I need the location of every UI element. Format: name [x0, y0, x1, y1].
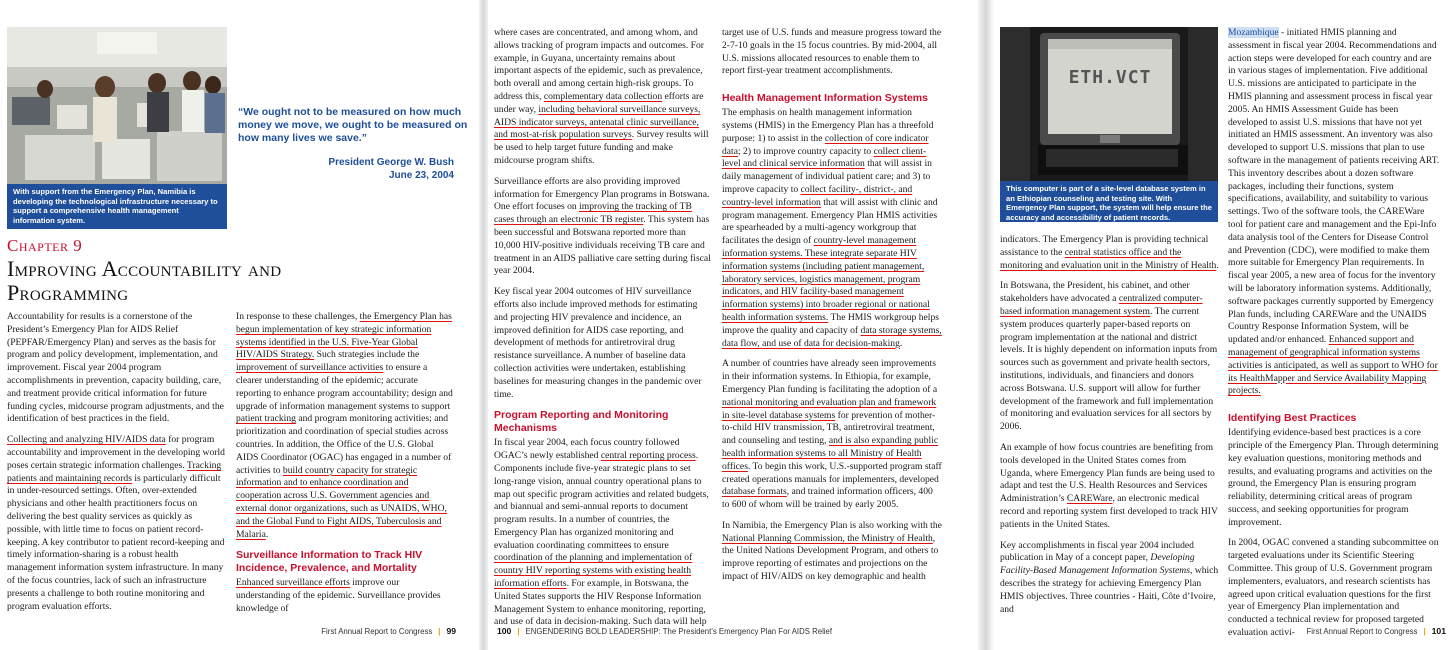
paragraph: In 2004, OGAC convened a standing subcommittee on targeted evaluations under its Scientific Steering Committee. This group of U.S. Government program implementers, evaluators, and research scientists has agreed upon critical evaluation questions for the first year of Emergency Plan implementation and conducted a technical review for proposed targeted evaluation activi-	[1228, 537, 1439, 639]
highlighted-text: National Planning Commission, the Ministry of Health	[722, 532, 933, 544]
quote-author: President George W. Bush	[328, 157, 454, 168]
text: . This system has been successful and Botswana reported more than 10,000 HIV-positive individuals receiving TB care and treatment in an AIDS palliative care setting during fiscal year 2004.	[494, 214, 711, 277]
quote-attribution	[238, 157, 454, 182]
paragraph	[1000, 280, 1220, 434]
highlighted-text: collect client-level and clinical service information	[722, 145, 927, 170]
text: In Namibia, the Emergency Plan is also working with the	[722, 519, 942, 531]
page101-column-2	[1228, 27, 1440, 648]
text: , the United Nations Development Program, and others to improve reporting of estimates and projections on the impact of HIV/AIDS on key demographic and health	[722, 532, 939, 583]
page-gutter	[978, 0, 994, 650]
footer-divider: |	[517, 627, 520, 636]
page-number: 101	[1431, 626, 1446, 636]
paragraph: Identifying evidence-based best practices is a core principle of the Emergency Plan. Through determining key evaluation questions, monitoring methods and results, and evaluating programs and activities on the ground, the Emergency Plan is ensuring program reliability, determining critical areas of program success, and seeking opportunities for program improvement.	[1228, 427, 1439, 528]
text: to ensure a clearer understanding of the epidemic; accurate reporting to enhance program accountability; design and upgrade of information management systems to support	[236, 362, 453, 412]
text: A number of countries have already seen improvements in their information systems. In Ethiopia, for example, Emergency Plan funding is facilitating the adoption of a	[722, 358, 938, 395]
text: , an electronic medical record and reporting system first developed to track HIV patients in the United States.	[1000, 493, 1218, 530]
page-99	[0, 0, 478, 650]
highlighted-text: country-level management information systems. These integrate separate HIV information systems (including patient management, laboratory services, logistics management, program indicators, and HIV facility-based management information systems) into broader regional or national health information systems.	[722, 235, 930, 323]
chapter-title-line2: Programming	[7, 280, 129, 305]
text: .	[1216, 259, 1219, 271]
computer-photo	[1000, 27, 1218, 181]
highlighted-text: patient tracking	[236, 413, 296, 425]
paragraph: target use of U.S. funds and measure progress toward the 2-7-10 goals in the 15 focus countries. By mid-2004, all U.S. missions allocated resources to enable them to report first-year treatment accomplishments.	[722, 27, 942, 77]
text: An example of how focus countries are benefiting from tools developed in the United States comes from Uganda, where Emergency Plan funds are being used to adapt and test the U.S. Health Resources and Services Administration’s	[1000, 441, 1215, 505]
section-heading: Identifying Best Practices	[1228, 412, 1357, 425]
highlighted-text: including behavioral surveillance surveys, AIDS indicator surveys, antenatal clinic surveillance, and most-at-risk population surveys	[494, 103, 701, 141]
quote-date: June 23, 2004	[388, 169, 454, 181]
text: is particularly difficult in under-resourced settings. Often, over-extended physicians and other health practitioners focus on delivering the best quality services as quickly as possible, with little time to focus on patient record-keeping. A key contributor to patient record-keeping and timely information-sharing is a robust health management information system infrastructure. In many of the focus countries, lack of such an infrastructure presents a challenge to both routine monitoring and program evaluation efforts.	[7, 472, 225, 612]
highlighted-text: Enhanced surveillance efforts	[236, 577, 350, 589]
paragraph	[494, 176, 712, 278]
paragraph	[1000, 540, 1220, 617]
chapter-title-line1: Improving Accountability and	[7, 256, 282, 281]
highlighted-text: Collecting and analyzing HIV/AIDS data	[7, 434, 166, 446]
highlighted-text: build country capacity for strategic information and to enhance coordination and cooperation across U.S. Government agencies and external donor organizations, such as UNAIDS, WHO, and the Global Fund to Fight AIDS, Tuberculosis and Malaria	[236, 464, 447, 540]
text: efforts are under way,	[494, 90, 704, 115]
paragraph	[722, 520, 942, 584]
text: Surveillance efforts are also providing improved information for Emergency Plan programs in Botswana. One effort focuses on	[494, 175, 710, 213]
selected-text: Mozambique	[1228, 27, 1279, 38]
footer-divider: |	[1423, 627, 1426, 636]
highlighted-text: centralized computer-based information management system	[1000, 293, 1203, 317]
text: In fiscal year 2004, each focus country followed OGAC’s newly established	[494, 437, 680, 462]
text: Key accomplishments in fiscal year 2004 included publication in May of a concept paper,	[1000, 539, 1194, 564]
text: for prevention of mother-to-child HIV transmission, TB, antiretroviral treatment, and counseling and testing,	[722, 409, 936, 447]
highlighted-text: complementary data collection	[543, 90, 663, 102]
footer-title: First Annual Report to Congress	[321, 627, 433, 636]
screen-text: ETH.VCT	[1068, 67, 1152, 88]
paragraph	[1000, 442, 1220, 532]
paragraph	[1228, 27, 1440, 398]
text: ; 2) to improve country capacity to	[737, 145, 874, 157]
page-gutter	[478, 0, 488, 650]
section-heading: Program Reporting and Monitoring Mechanisms	[494, 409, 669, 435]
highlighted-text: data storage systems, data flow, and use of data for decision-making	[722, 324, 942, 349]
page-100	[488, 0, 978, 650]
highlighted-text: the Emergency Plan has begun implementation of key strategic information systems identified in the U.S. Five-Year Global HIV/AIDS Strategy.	[236, 311, 452, 361]
page-number: 100	[497, 626, 512, 636]
page-footer	[1307, 626, 1446, 636]
section-heading: Surveillance Information to Track HIV Incidence, Prevalence, and Mortality	[236, 549, 423, 575]
text: that will assist in daily management of individual patient care; and 3) to improve capacity to	[722, 158, 932, 195]
paragraph	[494, 437, 712, 629]
page99-column-2	[236, 311, 454, 624]
highlighted-text: and is also expanding public health information systems to all Ministry of Health offices	[722, 435, 939, 472]
highlighted-text: collect facility-, district-, and country-level information	[722, 183, 913, 208]
highlighted-text: CAREWare	[1066, 493, 1113, 505]
footer-divider: |	[438, 627, 441, 636]
photo-caption: With support from the Emergency Plan, Namibia is developing the technological infrastructure necessary to support a comprehensive health management information system.	[7, 184, 227, 229]
text: . Components include five-year strategic plans to set long-range vision, annual country operational plans to map out specific program activities and related budgets, and biannual and semi-annual reports to document program results. In a number of countries, the Emergency Plan has organized monitoring and evaluation coordinating committees to ensure	[494, 450, 709, 551]
text: , which describes the strategy for achieving Emergency Plan HMIS objectives. Three countries - Haiti, Côte d’Ivoire, and	[1000, 565, 1219, 615]
text: indicators. The Emergency Plan is providing technical assistance to the	[1000, 234, 1209, 258]
page-number: 99	[446, 626, 456, 636]
namibia-lab-photo	[7, 27, 227, 184]
highlighted-text: national monitoring and evaluation plan and framework in site-level database systems	[722, 396, 937, 421]
highlighted-text: improvement of surveillance activities	[236, 362, 384, 374]
paragraph	[722, 107, 942, 350]
text: . Survey results will be used to help target future funding and make midcourse program shifts.	[494, 129, 709, 166]
paragraph	[236, 577, 454, 615]
paragraph	[7, 434, 227, 613]
text: that will assist with clinic and program management. Emergency Plan HMIS activities are spearheaded by a multi-agency workgroup that facilitates the design of	[722, 196, 938, 247]
highlighted-text: Tracking patients and maintaining records	[7, 459, 222, 484]
paragraph	[494, 27, 712, 168]
text: Such strategies include the	[314, 349, 420, 361]
highlighted-text: Enhanced support and management of geographical information systems activities is anticipated, as well as support to WHO for its HealthMapper and Service Availability Mapping projects.	[1228, 334, 1438, 397]
text: In response to these challenges,	[236, 311, 360, 322]
text: and program monitoring activities; and prioritization and coordination of special studies across countries. In addition, the Office of the U.S. Global AIDS Coordinator (OGAC) has engaged in a number of activities to	[236, 413, 452, 476]
text: . For example, in Botswana, the United States supports the HIV Response Information Management System to enhance monitoring, reporting, and use of data in decision-making. Such data will help	[494, 578, 707, 628]
text: . The current system produces quarterly paper-based reports on program implementation at the national and district levels. It is highly dependent on information inputs from sources such as government and private health sectors, institutions, individuals, and financiers and donors across Botswana. U.S. support will allow for further development of the framework and full implementation of monitoring and evaluation services for all sectors by 2006.	[1000, 305, 1218, 433]
highlighted-text: database formats	[722, 486, 787, 498]
page-footer	[497, 626, 832, 636]
paragraph	[722, 358, 942, 512]
footer-title: First Annual Report to Congress	[1306, 627, 1418, 636]
highlighted-text: central statistics office and the monitoring and evaluation unit in the Ministry of Health	[1000, 246, 1217, 271]
text: , and trained information officers, 400 to 600 of whom will be trained by early 2005.	[722, 486, 933, 511]
text: - initiated HMIS planning and assessment in fiscal year 2004. Recommendations and action steps were developed for each country and are in various stages of implementation. Five additional U.S. missions are anticipated to participate in the HMIS planning and assessment process in fiscal year 2005. An HMIS Assessment Guide has been developed to assist U.S. missions that have not yet initiated an HMIS assessment. An inventory was also developed to support U.S. missions that plan to use software in the management of patients receiving ART. This inventory describes about a dozen software packages, including their functions, system specifications, availability, and suitability to various settings. Two of the software tools, the CAREWare tool for patient care and management and the Epi-Info data analysis tool of the Centers for Disease Control and Prevention (CDC), were modified to make them more suitable for Emergency Plan requirements. In fiscal year 2005, a new area of focus for the inventory will be laboratory information systems. Additionally, software packages currently supported by Emergency Plan funds, including CAREWare and the UNAIDS Country Response Information System, will be updated and/or enhanced.	[1228, 27, 1440, 346]
chapter-label: Chapter 9	[7, 236, 83, 255]
text: where cases are concentrated, and among whom, and allows tracking of program impacts and outcomes. For example, in Guyana, uncertainty remains about important aspects of the epidemic, such as prevalence, both overall and among certain high-risk groups. To address this,	[494, 27, 704, 102]
paragraph	[1000, 234, 1220, 272]
text: . To begin this work, U.S.-supported program staff created operations manuals for implementers, developed	[722, 460, 942, 485]
section-heading: Health Management Information Systems	[722, 92, 928, 105]
page100-column-1	[494, 27, 712, 637]
publication-title: Developing Facility-Based Management Information Systems	[1000, 552, 1195, 577]
text: .	[899, 337, 903, 349]
footer-title: ENGENDERING BOLD LEADERSHIP: The President’s Emergency Plan For AIDS Relief	[525, 627, 833, 636]
page99-column-1	[7, 311, 227, 621]
text: .	[265, 528, 269, 540]
highlighted-text: central reporting process	[600, 450, 696, 462]
photo-caption: This computer is part of a site-level database system in an Ethiopian counseling and testing site. With Emergency Plan support, the system will help ensure the accuracy and accessibility of patient records.	[1000, 181, 1218, 222]
highlighted-text: collection of core indicator data	[722, 132, 929, 157]
highlighted-text: coordination of the planning and implementation of country HIV reporting systems with existing health information efforts	[494, 552, 693, 590]
text: improve our understanding of the epidemic. Surveillance provides knowledge of	[236, 577, 441, 614]
chapter-title	[7, 257, 467, 305]
paragraph: Accountability for results is a cornerstone of the President’s Emergency Plan for AIDS Relief (PEPFAR/Emergency Plan) and serves as the basis for program and policy development, implementation, and improvement. Fiscal year 2004 program accomplishments in prevention, capacity building, care, and treatment provide critical information for future funding cycles, midcourse program adjustments, and the identification of best practices in the field.	[7, 311, 224, 425]
paragraph: Key fiscal year 2004 outcomes of HIV surveillance efforts also include improved methods for estimating and projecting HIV prevalence and incidence, an improved definition for AIDS case reporting, and development of methods for antiretroviral drug resistance surveillance. A number of baseline data collection activities were undertaken, establishing baselines for measuring changes in the pandemic over time.	[494, 286, 702, 400]
paragraph	[236, 311, 454, 541]
page100-column-2	[722, 27, 942, 592]
highlighted-text: improving the tracking of TB cases through an electronic TB register	[494, 201, 692, 226]
text: for program accountability and improvement in the developing world poses certain strategic information challenges.	[7, 434, 225, 471]
text: The emphasis on health management information systems (HMIS) in the Emergency Plan has a threefold purpose: 1) to assist in the	[722, 107, 934, 144]
text: In Botswana, the President, his cabinet, and other stakeholders have advocated a	[1000, 280, 1190, 305]
page101-column-1	[1000, 234, 1220, 624]
text: The HMIS workgroup helps improve the quality and capacity of	[722, 311, 940, 336]
pull-quote: “We ought not to be measured on how much money we move, we ought to be measured on how many lives we save.”	[238, 106, 468, 144]
page-101	[994, 0, 1456, 650]
page-footer	[321, 626, 456, 636]
